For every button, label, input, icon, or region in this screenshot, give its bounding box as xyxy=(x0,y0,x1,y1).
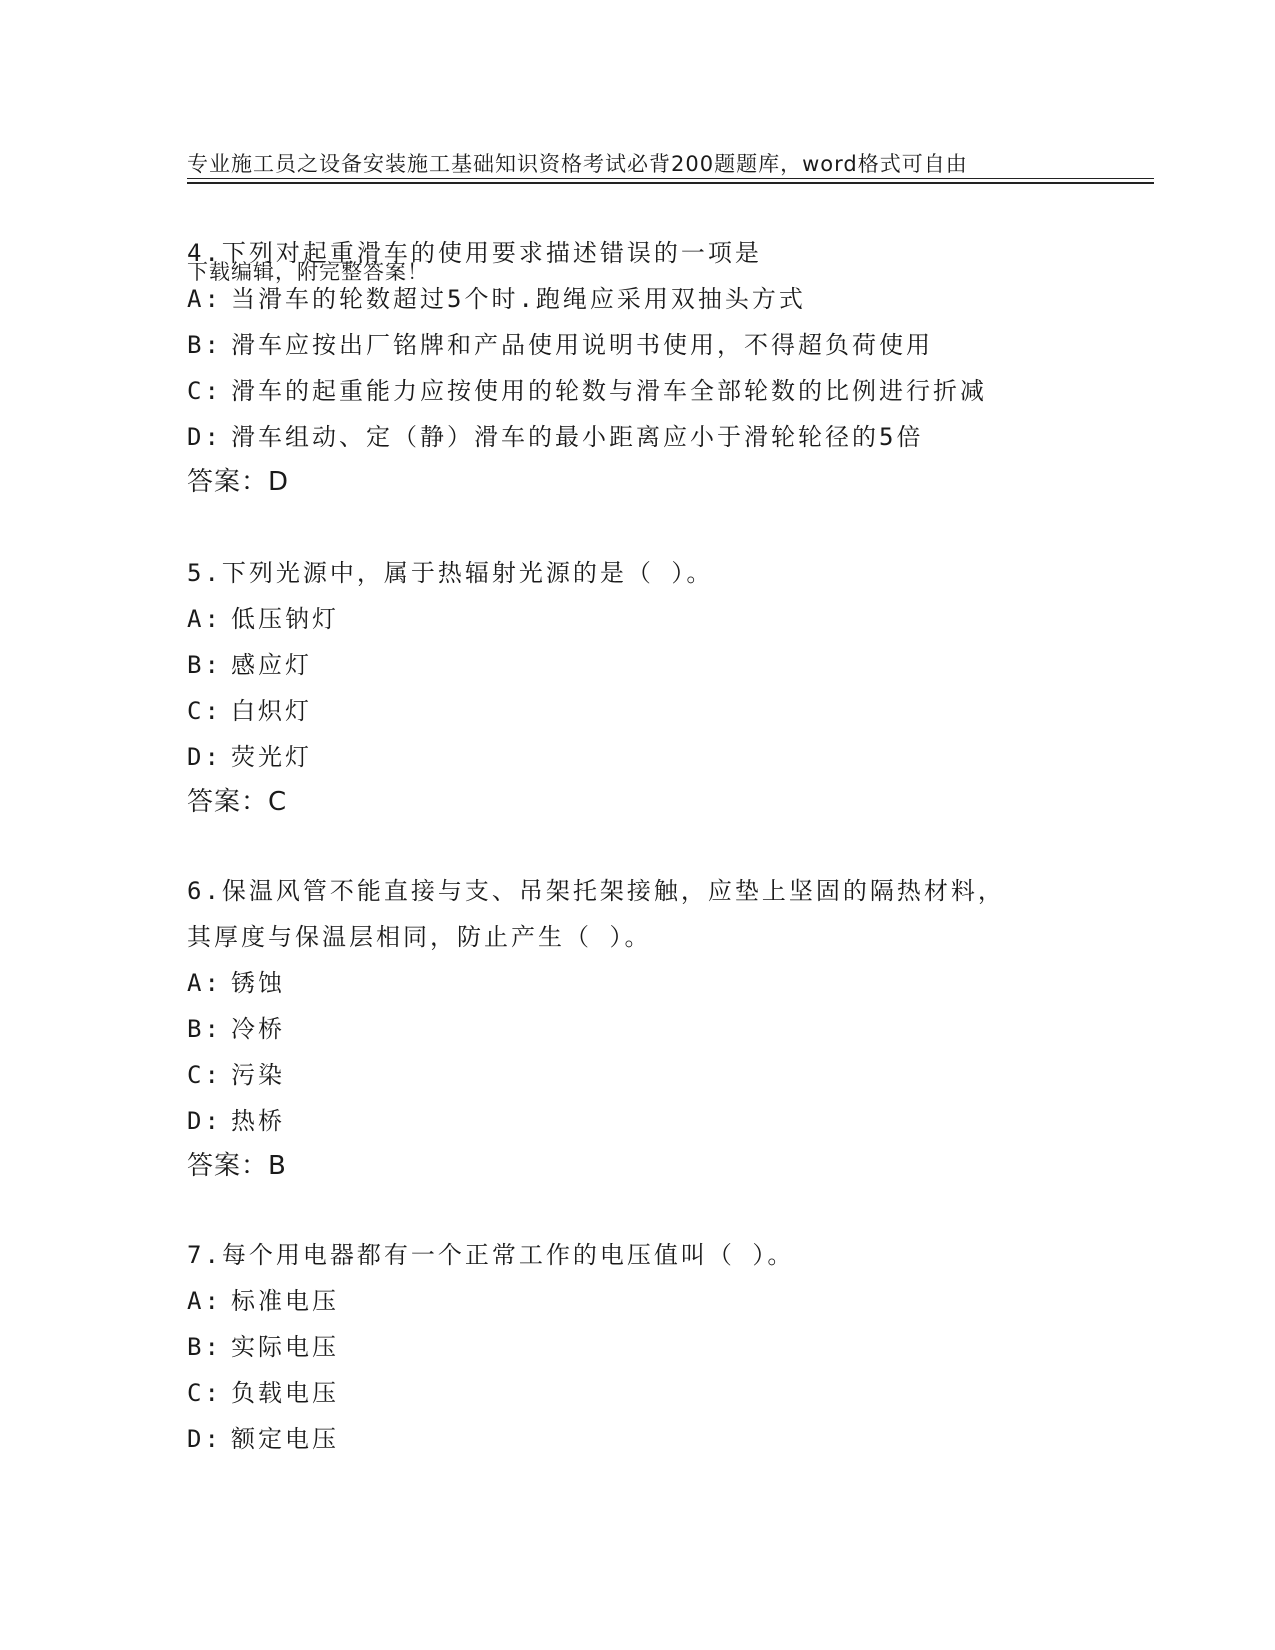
option-letter: C: xyxy=(187,1379,222,1407)
option-text: 滑车组动、定（静）滑车的最小距离应小于滑轮轮径的5倍 xyxy=(231,423,924,451)
answer-text: 答案：D xyxy=(187,467,290,497)
option-letter: C: xyxy=(187,1061,222,1089)
option-a xyxy=(187,276,1087,322)
option-text: 污染 xyxy=(231,1061,285,1089)
option-text: 当滑车的轮数超过5个时.跑绳应采用双抽头方式 xyxy=(231,285,806,313)
option-letter: D: xyxy=(187,423,222,451)
question-7 xyxy=(187,1232,1087,1462)
option-letter: D: xyxy=(187,1107,222,1135)
header-divider-top xyxy=(187,178,1154,179)
option-letter: D: xyxy=(187,1425,222,1453)
answer-text: 答案：C xyxy=(187,787,288,817)
question-4 xyxy=(187,230,1087,504)
option-letter: A: xyxy=(187,605,222,633)
option-text: 冷桥 xyxy=(231,1015,285,1043)
option-letter: A: xyxy=(187,285,222,313)
option-text: 低压钠灯 xyxy=(231,605,339,633)
option-d xyxy=(187,414,1087,460)
option-text: 荧光灯 xyxy=(231,743,312,771)
option-a xyxy=(187,596,1087,642)
option-text: 滑车应按出厂铭牌和产品使用说明书使用，不得超负荷使用 xyxy=(231,331,933,359)
option-b xyxy=(187,642,1087,688)
header-line-2: 下载编辑，附完整答案！ xyxy=(187,260,429,284)
option-letter: A: xyxy=(187,969,222,997)
option-b xyxy=(187,1324,1087,1370)
option-a xyxy=(187,960,1087,1006)
option-text: 感应灯 xyxy=(231,651,312,679)
option-text: 实际电压 xyxy=(231,1333,339,1361)
option-b xyxy=(187,1006,1087,1052)
option-letter: B: xyxy=(187,331,222,359)
header-line-1: 专业施工员之设备安装施工基础知识资格考试必背200题题库，word格式可自由 xyxy=(187,152,968,176)
option-d xyxy=(187,1416,1087,1462)
option-b xyxy=(187,322,1087,368)
option-text: 热桥 xyxy=(231,1107,285,1135)
answer-text: 答案：B xyxy=(187,1151,287,1181)
header-divider-bottom xyxy=(187,182,1154,184)
option-letter: D: xyxy=(187,743,222,771)
option-letter: B: xyxy=(187,1333,222,1361)
option-letter: B: xyxy=(187,1015,222,1043)
option-d xyxy=(187,1098,1087,1144)
option-text: 标准电压 xyxy=(231,1287,339,1315)
option-letter: C: xyxy=(187,697,222,725)
question-stem: 5.下列光源中，属于热辐射光源的是（ ）。 xyxy=(187,559,714,587)
question-stem: 4.下列对起重滑车的使用要求描述错误的一项是 xyxy=(187,239,762,267)
option-text: 负载电压 xyxy=(231,1379,339,1407)
option-c xyxy=(187,368,1087,414)
option-d xyxy=(187,734,1087,780)
question-5 xyxy=(187,550,1087,824)
option-text: 锈蚀 xyxy=(231,969,285,997)
option-text: 白炽灯 xyxy=(231,697,312,725)
option-c xyxy=(187,1052,1087,1098)
option-text: 滑车的起重能力应按使用的轮数与滑车全部轮数的比例进行折减 xyxy=(231,377,987,405)
option-letter: C: xyxy=(187,377,222,405)
option-c xyxy=(187,1370,1087,1416)
option-letter: A: xyxy=(187,1287,222,1315)
question-stem-continued: 其厚度与保温层相同，防止产生（ ）。 xyxy=(187,923,652,951)
option-letter: B: xyxy=(187,651,222,679)
option-text: 额定电压 xyxy=(231,1425,339,1453)
question-stem: 7.每个用电器都有一个正常工作的电压值叫（ ）。 xyxy=(187,1241,795,1269)
option-a xyxy=(187,1278,1087,1324)
question-6 xyxy=(187,868,1087,1188)
question-stem: 6.保温风管不能直接与支、吊架托架接触，应垫上坚固的隔热材料， xyxy=(187,877,1005,905)
option-c xyxy=(187,688,1087,734)
